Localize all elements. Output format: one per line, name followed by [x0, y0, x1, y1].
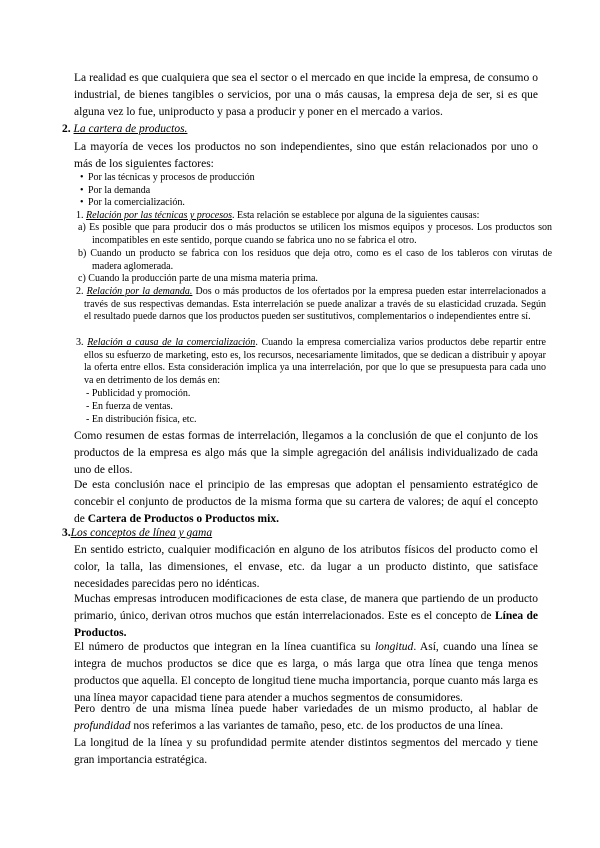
bullet-item: • Por la demanda: [80, 185, 151, 196]
bullet-item: • Por la comercialización.: [80, 197, 185, 208]
dash-item: - Publicidad y promoción.: [86, 388, 191, 399]
section-3-paragraph-5: La longitud de la línea y su profundidad permite atender distintos segmentos del mercado y tiene gran importancia estratégica.: [74, 737, 538, 766]
sub-item-c: c) Cuando la producción parte de una misma materia prima.: [78, 273, 318, 284]
section-3-paragraph-4: Pero dentro de una misma línea puede haber variedades de un mismo producto, al hablar de profundidad nos referimos a las variantes de tamaño, peso, etc. de los productos de una línea.: [74, 703, 538, 732]
conclusion-paragraph: De esta conclusión nace el principio de las empresas que adoptan el pensamiento estratégico de concebir el conjunto de productos de la misma forma que su cartera de valores; de aquí el concepto de Cartera de Productos o Productos mix.: [74, 479, 538, 525]
summary-paragraph: Como resumen de estas formas de interrelación, llegamos a la conclusión de que el conjunto de los productos de la empresa es algo más que la simple agregación del análisis individualizado de cada uno de ellos.: [74, 430, 538, 476]
section-2-title: La cartera de productos.: [73, 123, 188, 135]
intro-paragraph: La realidad es que cualquiera que sea el sector o el mercado en que incide la empresa, de consumo o industrial, de bienes tangibles o servicios, por una o más causas, la empresa deja de ser, si es que alguna vez lo fue, uniproducto y pasa a producir y poner en el mercado a varios.: [74, 72, 538, 118]
section-2-number: 2.: [62, 123, 71, 135]
section-2-heading: [62, 121, 187, 138]
section-3-title: Los conceptos de línea y gama: [70, 527, 213, 539]
section-3-heading: [62, 525, 212, 542]
section-3-paragraph-1: En sentido estricto, cualquier modificación en alguno de los atributos físicos del producto como el color, la talla, las dimensiones, el envase, etc. da lugar a un producto distinto, que satisface necesidades parecidas pero no idénticas.: [74, 544, 538, 590]
section-3-number: 3.: [62, 527, 71, 539]
list-item-2: 2. Relación por la demanda. Dos o más productos de los ofertados por la empresa pueden estar interrelacionados a través de sus respectivas demandas. Esta interrelación se puede analizar a través de su elasticidad cruzada. Según el resultado puede darnos que los productos pueden ser sustitutivos, complementarios o independientes entre sí.: [76, 286, 547, 322]
list-item-3: 3. Relación a causa de la comercialización. Cuando la empresa comercializa varios productos debe repartir entre ellos su esfuerzo de marketing, esto es, los recursos, necesariamente limitados, que se dedican a distribuir y apoyar la oferta entre ellos. Esta consideración implica ya una interrelación, por que lo que se presupuesta para cada uno va en detrimento de los demás en:: [76, 337, 546, 386]
section-2-paragraph: La mayoría de veces los productos no son independientes, sino que están relacionados por uno o más de los siguientes factores:: [74, 141, 538, 170]
list-item-1: 1. Relación por las técnicas y procesos. Esta relación se establece por alguna de la siguientes causas:: [76, 210, 480, 221]
dash-item: - En fuerza de ventas.: [86, 401, 173, 412]
section-3-paragraph-2: Muchas empresas introducen modificaciones de esta clase, de manera que partiendo de un producto primario, único, derivan otros muchos que están interrelacionados. Este es el concepto de Línea de Productos.: [74, 593, 538, 639]
sub-item-b: b) Cuando un producto se fabrica con los residuos que deja otro, como es el caso de los tableros con virutas de madera aglomerada.: [78, 248, 553, 272]
dash-item: - En distribución física, etc.: [86, 414, 197, 425]
bullet-item: • Por las técnicas y procesos de producción: [80, 172, 255, 183]
section-3-paragraph-3: El número de productos que integran en la línea cuantifica su longitud. Así, cuando una línea se integra de muchos productos se dice que es larga, o más larga que otra línea que tenga menos productos que aquella. El concepto de longitud tiene mucha importancia, porque cuanto más larga es una línea mayor capacidad tiene para atender a muchos segmentos de consumidores.: [74, 641, 538, 704]
sub-item-a: a) Es posible que para producir dos o más productos se utilicen los mismos equipos y procesos. Los productos son incompatibles en este sentido, porque cuando se fabrica uno no se fabrica el otro.: [78, 222, 552, 246]
